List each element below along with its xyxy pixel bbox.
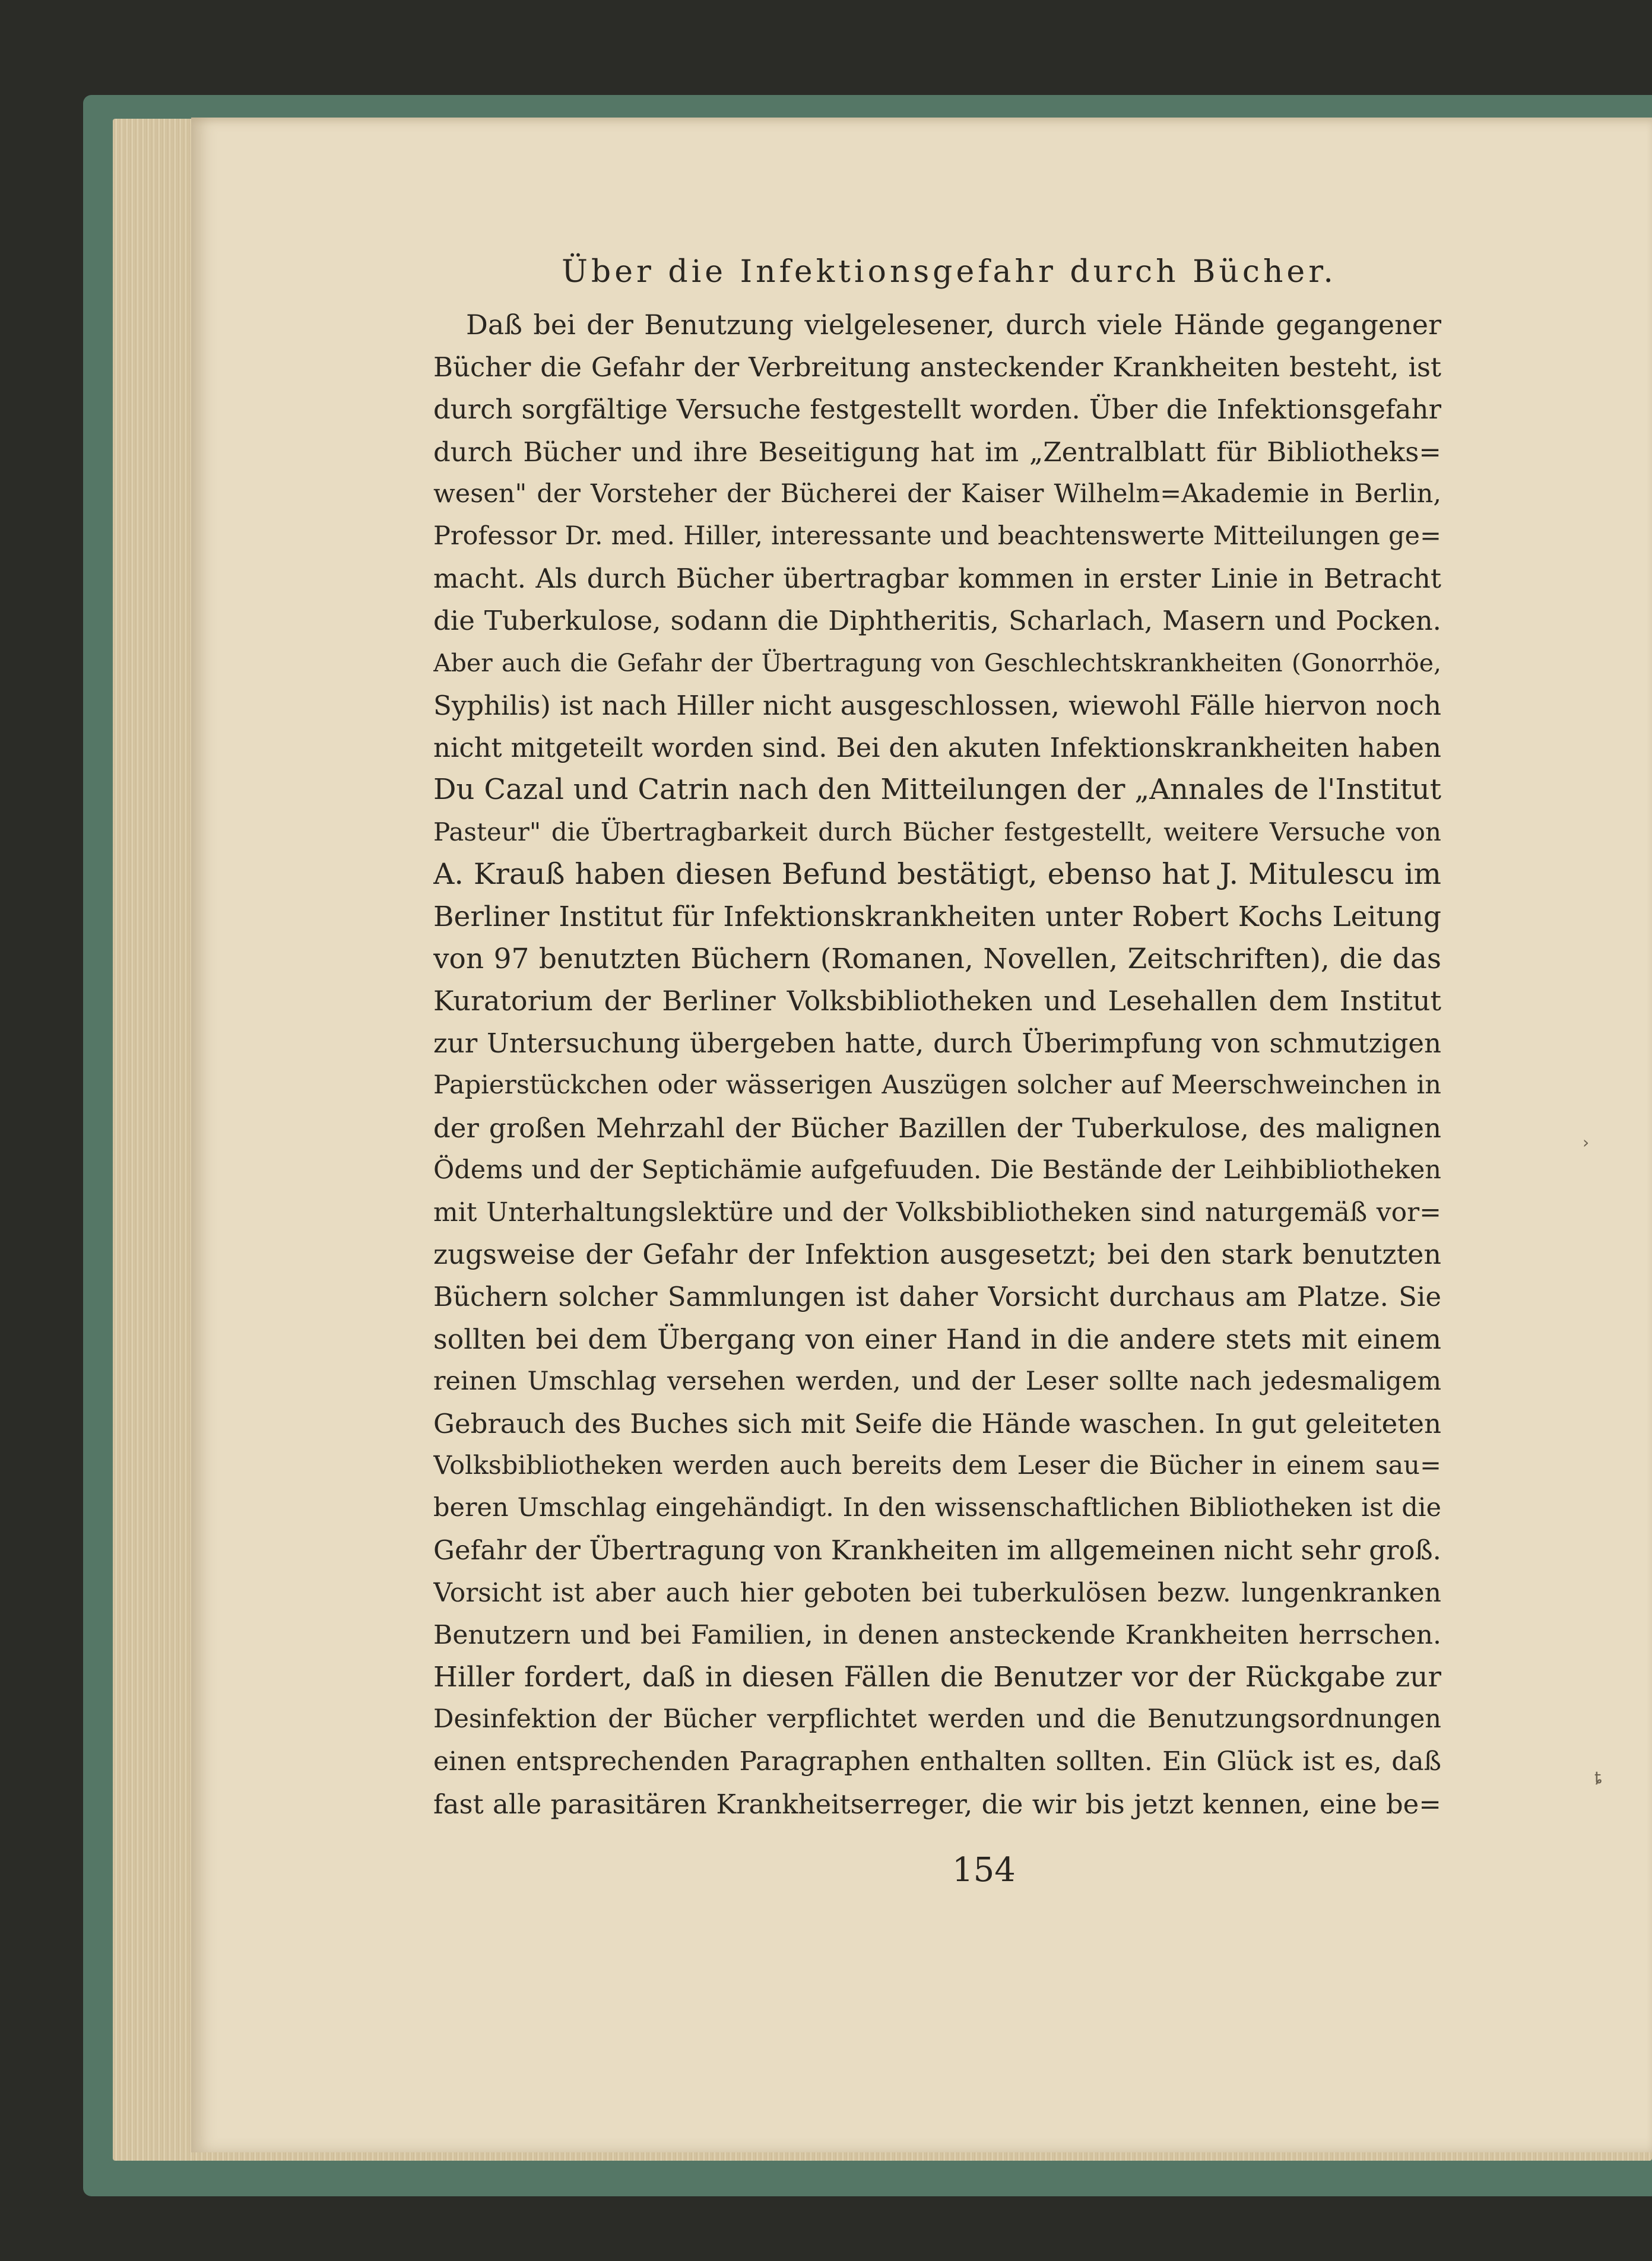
text-line: beren Umschlag eingehändigt. In den wissenschaftlichen Bibliotheken ist die: [433, 1493, 1441, 1523]
text-line: die Tuberkulose, sodann die Diphtheritis, Scharlach, Masern und Pocken.: [433, 605, 1441, 637]
text-line: Kuratorium der Berliner Volksbibliotheken und Lesehallen dem Institut: [433, 985, 1441, 1017]
margin-mark: ȶ: [1594, 1768, 1603, 1787]
text-line: Berliner Institut für Infektionskrankheiten unter Robert Kochs Leitung: [433, 900, 1441, 933]
text-line: Desinfektion der Bücher verpflichtet werden und die Benutzungsordnungen: [433, 1704, 1441, 1734]
text-line: Vorsicht ist aber auch hier geboten bei tuberkulösen bezw. lungenkranken: [433, 1577, 1441, 1608]
text-line: wesen" der Vorsteher der Bücherei der Kaiser Wilhelm=Akademie in Berlin,: [433, 478, 1441, 509]
text-line: sollten bei dem Übergang von einer Hand in die andere stets mit einem: [433, 1323, 1441, 1355]
text-line: Büchern solcher Sammlungen ist daher Vorsicht durchaus am Platze. Sie: [433, 1281, 1441, 1313]
text-line: Hiller fordert, daß in diesen Fällen die Benutzer vor der Rückgabe zur: [433, 1661, 1441, 1694]
text-line: Syphilis) ist nach Hiller nicht ausgeschlossen, wiewohl Fälle hiervon noch: [433, 689, 1441, 721]
text-line: reinen Umschlag versehen werden, und der Leser sollte nach jedesmaligem: [433, 1366, 1441, 1396]
text-line: Du Cazal und Catrin nach den Mitteilungen der „Annales de l'Institut: [433, 773, 1441, 807]
text-line: der großen Mehrzahl der Bücher Bazillen der Tuberkulose, des malignen: [433, 1112, 1441, 1144]
text-line: Gebrauch des Buches sich mit Seife die Hände waschen. In gut geleiteten: [433, 1407, 1441, 1439]
text-line: A. Krauß haben diesen Befund bestätigt, ebenso hat J. Mitulescu im: [433, 857, 1441, 892]
text-line: einen entsprechenden Paragraphen enthalten sollten. Ein Glück ist es, daß: [433, 1746, 1441, 1777]
text-line: Gefahr der Übertragung von Krankheiten im allgemeinen nicht sehr groß.: [433, 1534, 1441, 1566]
text-line: Bücher die Gefahr der Verbreitung ansteckender Krankheiten besteht, ist: [433, 351, 1441, 383]
page-number: 154: [952, 1851, 1016, 1889]
text-line: Aber auch die Gefahr der Übertragung von Geschlechtskrankheiten (Gonorrhöe,: [433, 648, 1441, 677]
text-line: Professor Dr. med. Hiller, interessante und beachtenswerte Mitteilungen ge=: [433, 521, 1441, 551]
text-line: Papierstückchen oder wässerigen Auszügen solcher auf Meerschweinchen in: [433, 1070, 1441, 1101]
text-line: macht. Als durch Bücher übertragbar kommen in erster Linie in Betracht: [433, 563, 1441, 595]
text-line: fast alle parasitären Krankheitserreger, die wir bis jetzt kennen, eine be=: [433, 1788, 1441, 1820]
margin-mark: ›: [1583, 1133, 1590, 1152]
text-block: [433, 248, 1441, 1825]
book-page: [191, 118, 1652, 2152]
text-line: Benutzern und bei Familien, in denen ansteckende Krankheiten herrschen.: [433, 1619, 1441, 1650]
text-line: durch Bücher und ihre Beseitigung hat im „Zentralblatt für Bibliotheks=: [433, 436, 1441, 468]
text-line: durch sorgfältige Versuche festgestellt worden. Über die Infektionsgefahr: [433, 394, 1441, 426]
text-line: zugsweise der Gefahr der Infektion ausgesetzt; bei den stark benutzten: [433, 1238, 1441, 1271]
text-line: Pasteur" die Übertragbarkeit durch Bücher festgestellt, weitere Versuche von: [433, 817, 1441, 847]
text-line: Ödems und der Septichämie aufgefuuden. Die Bestände der Leihbibliotheken: [433, 1155, 1441, 1185]
text-line: mit Unterhaltungslektüre und der Volksbibliotheken sind naturgemäß vor=: [433, 1197, 1441, 1228]
text-line: von 97 benutzten Büchern (Romanen, Novellen, Zeitschriften), die das: [433, 942, 1441, 975]
text-line: zur Untersuchung übergeben hatte, durch Überimpfung von schmutzigen: [433, 1028, 1441, 1060]
section-heading: Über die Infektionsgefahr durch Bücher.: [562, 254, 1337, 290]
text-line: Daß bei der Benutzung vielgelesener, durch viele Hände gegangener: [466, 309, 1441, 341]
text-line: nicht mitgeteilt worden sind. Bei den akuten Infektionskrankheiten haben: [433, 731, 1441, 763]
text-line: Volksbibliotheken werden auch bereits dem Leser die Bücher in einem sau=: [433, 1451, 1441, 1481]
